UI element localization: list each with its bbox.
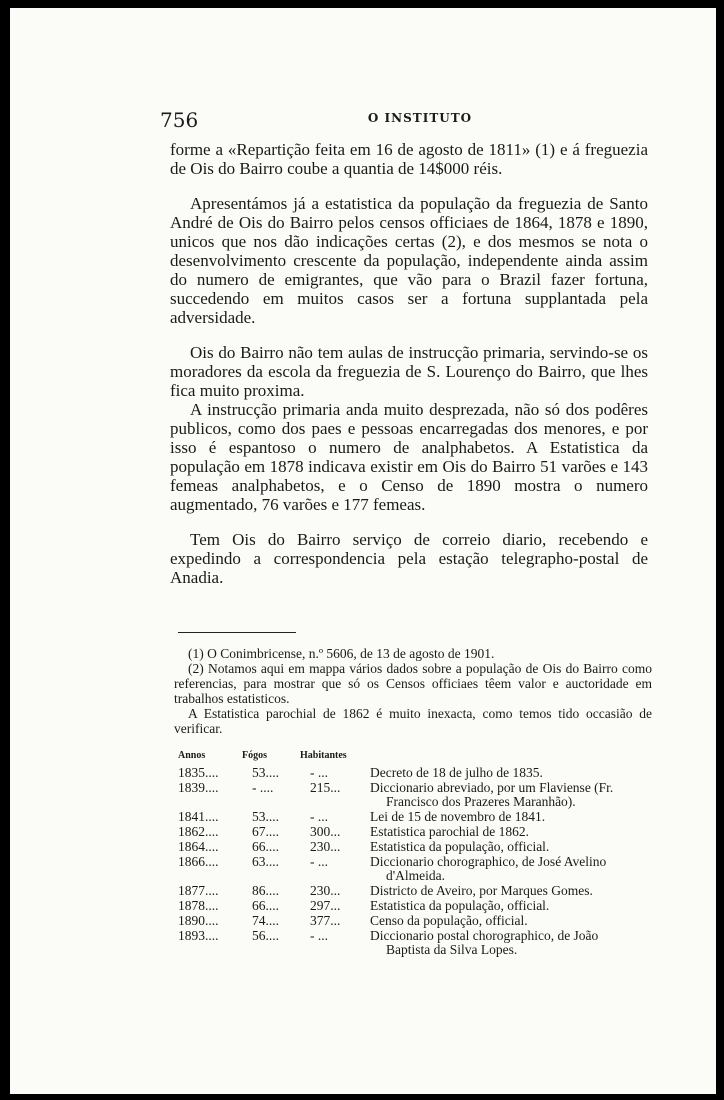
footnote: A Estatistica parochial de 1862 é muito inexacta, como temos tido occasião de verificar. <box>174 706 652 736</box>
habitantes-cell: 215... <box>310 780 341 795</box>
source-text: Diccionario chorographico, de José Avelino <box>370 854 607 869</box>
habitantes-cell: - ... <box>310 765 328 780</box>
fogos-cell: 74.... <box>252 913 279 928</box>
source-text: Diccionario abreviado, por um Flaviense (Fr. <box>370 780 614 795</box>
population-table <box>178 750 658 958</box>
table-header <box>178 750 658 766</box>
habitantes-cell: 377... <box>310 913 341 928</box>
paragraph: forme a «Repartição feita em 16 de agosto de 1811» (1) e á freguezia de Ois do Bairro coube a quantia de 14$000 réis. <box>170 140 648 178</box>
year-cell: 1835.... <box>178 765 219 780</box>
source-text: Decreto de 18 de julho de 1835. <box>370 765 543 780</box>
source-cell <box>370 825 658 839</box>
footnote: (1) O Conimbricense, n.º 5606, de 13 de agosto de 1901. <box>188 646 495 661</box>
habitantes-cell: 297... <box>310 898 341 913</box>
table-row <box>178 766 658 780</box>
year-cell: 1890.... <box>178 913 219 928</box>
paragraph: Ois do Bairro não tem aulas de instrucção primaria, servindo-se os moradores da escola da freguezia de S. Lourenço do Bairro, que lhes fica muito proxima. <box>170 343 648 400</box>
habitantes-cell: - ... <box>310 854 328 869</box>
source-continuation: d'Almeida. <box>386 868 446 883</box>
source-cell <box>370 914 658 928</box>
habitantes-cell: - ... <box>310 809 328 824</box>
footnotes <box>174 646 652 736</box>
habitantes-cell: 230... <box>310 883 341 898</box>
year-cell: 1893.... <box>178 928 219 943</box>
footnote-rule <box>178 632 296 633</box>
year-cell: 1841.... <box>178 809 219 824</box>
header-fogos: Fógos <box>242 750 267 761</box>
fogos-cell: 53.... <box>252 765 279 780</box>
table-row <box>178 825 658 839</box>
table-row <box>178 810 658 824</box>
year-cell: 1839.... <box>178 780 219 795</box>
fogos-cell: 53.... <box>252 809 279 824</box>
fogos-cell: 86.... <box>252 883 279 898</box>
book-page <box>10 8 716 1094</box>
habitantes-cell: 230... <box>310 839 341 854</box>
table-row <box>178 855 658 883</box>
table-row <box>178 914 658 928</box>
year-cell: 1862.... <box>178 824 219 839</box>
header-habitantes: Habitantes <box>300 750 347 761</box>
source-cell <box>370 855 658 883</box>
source-cell <box>370 766 658 780</box>
source-text: Estatistica da população, official. <box>370 839 550 854</box>
fogos-cell: - .... <box>252 780 274 795</box>
source-cell <box>370 899 658 913</box>
year-cell: 1878.... <box>178 898 219 913</box>
paragraph: Tem Ois do Bairro serviço de correio diario, recebendo e expedindo a correspondencia pela estação telegrapho-postal de Anadia. <box>170 530 648 587</box>
paragraph: Apresentámos já a estatistica da população da freguezia de Santo André de Ois do Bairro pelos censos officiaes de 1864, 1878 e 1890, unicos que nos dão indicações certas (2), e dos mesmos se nota o desenvolvimento crescente da população, independente ainda assim do numero de emigrantes, que vão para o Brazil fazer fortuna, succedendo em muitos casos ser a fortuna supplantada pela adversidade. <box>170 194 648 327</box>
year-cell: 1877.... <box>178 883 219 898</box>
fogos-cell: 67.... <box>252 824 279 839</box>
main-text <box>170 140 648 603</box>
year-cell: 1866.... <box>178 854 219 869</box>
running-head: O INSTITUTO <box>367 111 473 125</box>
table-row <box>178 781 658 809</box>
table-row <box>178 884 658 898</box>
source-continuation: Baptista da Silva Lopes. <box>386 942 518 957</box>
footnote: (2) Notamos aqui em mappa vários dados sobre a população de Ois do Bairro como referencias, para mostrar que só os Censos officiaes têem valor e auctoridade em trabalhos estatisticos. <box>174 661 652 706</box>
header-annos: Annos <box>178 750 206 761</box>
source-continuation: Francisco dos Prazeres Maranhão). <box>386 794 576 809</box>
habitantes-cell: - ... <box>310 928 328 943</box>
source-cell <box>370 810 658 824</box>
source-text: Lei de 15 de novembro de 1841. <box>370 809 546 824</box>
source-cell <box>370 929 658 957</box>
fogos-cell: 66.... <box>252 839 279 854</box>
table-body <box>178 766 658 957</box>
fogos-cell: 63.... <box>252 854 279 869</box>
page-number: 756 <box>160 108 199 132</box>
fogos-cell: 56.... <box>252 928 279 943</box>
source-cell <box>370 840 658 854</box>
table-row <box>178 840 658 854</box>
source-text: Diccionario postal chorographico, de João <box>370 928 599 943</box>
source-text: Censo da população, official. <box>370 913 528 928</box>
source-cell <box>370 781 658 809</box>
source-text: Estatistica parochial de 1862. <box>370 824 529 839</box>
source-text: Districto de Aveiro, por Marques Gomes. <box>370 883 593 898</box>
source-cell <box>370 884 658 898</box>
source-text: Estatistica da população, official. <box>370 898 550 913</box>
paragraph: A instrucção primaria anda muito desprezada, não só dos podêres publicos, como dos paes e pessoas encarregadas dos menores, e por isso é espantoso o numero de analphabetos. A Estatistica da população em 1878 indicava existir em Ois do Bairro 51 varões e 143 femeas analphabetos, e o Censo de 1890 mostra o numero augmentado, 76 varões e 177 femeas. <box>170 400 648 514</box>
year-cell: 1864.... <box>178 839 219 854</box>
habitantes-cell: 300... <box>310 824 341 839</box>
table-row <box>178 899 658 913</box>
table-row <box>178 929 658 957</box>
fogos-cell: 66.... <box>252 898 279 913</box>
page-header <box>160 108 680 130</box>
